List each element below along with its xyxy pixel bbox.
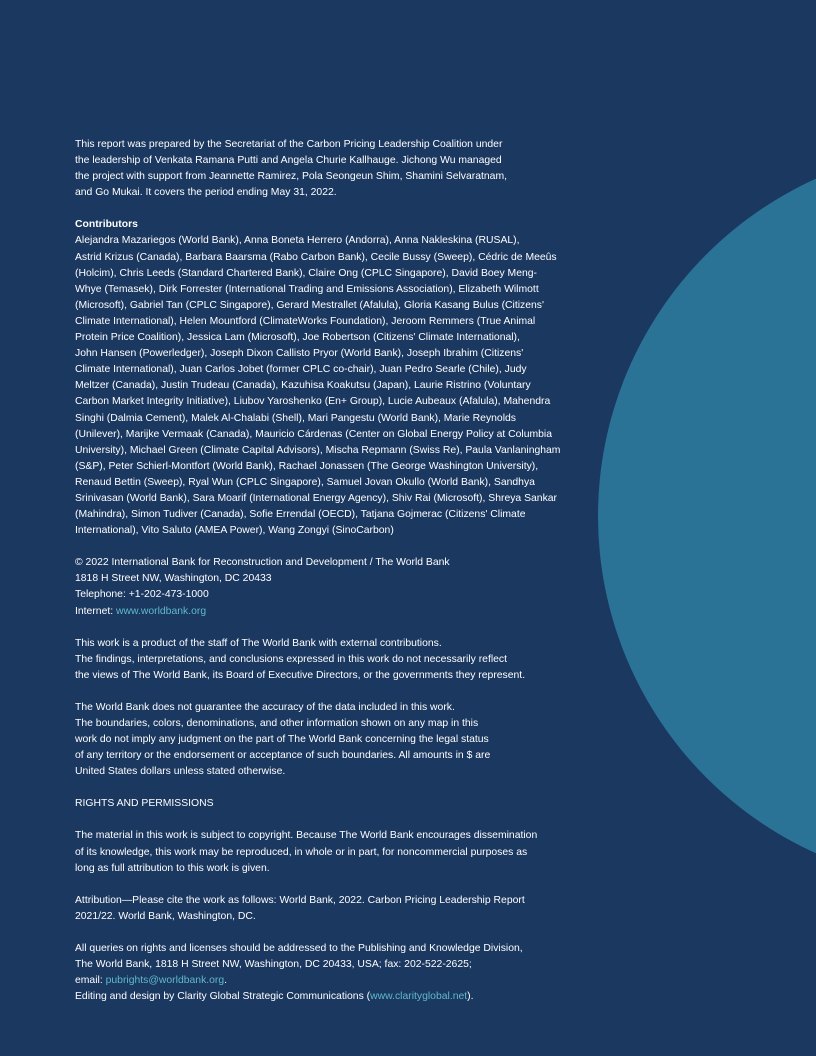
text-line: Whye (Temasek), Dirk Forrester (International Trading and Emissions Association), Elizabeth Wilmott <box>75 283 539 295</box>
text-line: Attribution—Please cite the work as follows: World Bank, 2022. Carbon Pricing Leadership Report <box>75 894 525 906</box>
text-line: and Go Mukai. It covers the period ending May 31, 2022. <box>75 187 337 199</box>
clarityglobal-link[interactable]: www.clarityglobal.net <box>370 991 468 1003</box>
text-line: Srinivasan (World Bank), Sara Moarif (International Energy Agency), Shiv Rai (Microsoft), Shreya Sankar <box>75 492 558 504</box>
text-line: (Unilever), Marijke Vermaak (Canada), Mauricio Cárdenas (Center on Global Energy Policy at Columbia <box>75 428 553 440</box>
text-line: The World Bank does not guarantee the accuracy of the data included in this work. <box>75 701 455 713</box>
queries-line: All queries on rights and licenses should be addressed to the Publishing and Knowledge Division, <box>75 942 523 954</box>
text-line: (S&P), Peter Schierl-Montfort (World Bank), Rachael Jonassen (The George Washington University), <box>75 460 539 472</box>
rights-text <box>75 828 587 876</box>
decorative-circle <box>598 146 816 886</box>
worldbank-link[interactable]: www.worldbank.org <box>116 605 207 617</box>
text-line: the views of The World Bank, its Board of Executive Directors, or the governments they represent. <box>75 669 526 681</box>
text-line: of its knowledge, this work may be reproduced, in whole or in part, for noncommercial purposes as <box>75 846 528 858</box>
contributors-heading: Contributors <box>75 219 138 231</box>
text-line: The boundaries, colors, denominations, and other information shown on any map in this <box>75 718 479 729</box>
pubrights-email-link[interactable]: pubrights@worldbank.org <box>105 975 225 987</box>
text-line: work do not imply any judgment on the part of The World Bank concerning the legal status <box>75 734 489 746</box>
contributors-list <box>75 233 587 539</box>
attribution-text <box>75 893 587 925</box>
text-line: the leadership of Venkata Ramana Putti and Angela Churie Kallhauge. Jichong Wu managed <box>75 155 502 167</box>
queries-address-line: The World Bank, 1818 H Street NW, Washington, DC 20433, USA; fax: 202-522-2625; <box>75 959 472 971</box>
text-line: Renaud Bettin (Sweep), Ryal Wun (CPLC Singapore), Samuel Jovan Okullo (World Bank), Sandhya <box>75 476 535 488</box>
text-line: (Microsoft), Gabriel Tan (CPLC Singapore), Gerard Mestrallet (Afalula), Gloria Kasang Bulus (Citizens' <box>75 299 544 311</box>
copyright-line: © 2022 International Bank for Reconstruction and Development / The World Bank <box>75 557 450 569</box>
text-line: of any territory or the endorsement or acceptance of such boundaries. All amounts in $ are <box>75 750 491 762</box>
text-line: Climate International), Helen Mountford (ClimateWorks Foundation), Jeroom Remmers (True Animal <box>75 315 536 327</box>
text-line: University), Michael Green (Climate Capital Advisors), Mischa Repmann (Swiss Re), Paula Vanlaningham <box>75 444 561 456</box>
text-line: long as full attribution to this work is given. <box>75 862 270 874</box>
text-line: International), Vito Saluto (AMEA Power), Wang Zongyi (SinoCarbon) <box>75 525 394 537</box>
text-line: John Hansen (Powerledger), Joseph Dixon Callisto Pryor (World Bank), Joseph Ibrahim (Citizens' <box>75 348 524 360</box>
text-line: Astrid Krizus (Canada), Barbara Baarsma (Rabo Carbon Bank), Cecile Bussy (Sweep), Cédric de Meeûs <box>75 251 557 263</box>
address-line: 1818 H Street NW, Washington, DC 20433 <box>75 573 272 585</box>
text-line: (Mahindra), Simon Tudiver (Canada), Sofie Errendal (OECD), Tatjana Gojmerac (Citizens' Climate <box>75 509 526 521</box>
email-line: email: pubrights@worldbank.org. <box>75 975 228 987</box>
text-line: Protein Price Coalition), Jessica Lam (Microsoft), Joe Robertson (Citizens' Climate International), <box>75 332 520 344</box>
telephone-line: Telephone: +1-202-473-1000 <box>75 589 209 601</box>
text-line: The material in this work is subject to copyright. Because The World Bank encourages dissemination <box>75 830 538 842</box>
text-line: 2021/22. World Bank, Washington, DC. <box>75 910 256 922</box>
internet-line: Internet: www.worldbank.org <box>75 605 207 617</box>
text-line: United States dollars unless stated otherwise. <box>75 766 286 778</box>
text-line: The findings, interpretations, and conclusions expressed in this work do not necessarily reflect <box>75 653 508 665</box>
intro-paragraph <box>75 137 587 201</box>
disclaimer-staff <box>75 636 587 684</box>
text-line: This work is a product of the staff of The World Bank with external contributions. <box>75 637 442 649</box>
rights-heading: RIGHTS AND PERMISSIONS <box>75 798 214 810</box>
text-line: (Holcim), Chris Leeds (Standard Chartered Bank), Claire Ong (CPLC Singapore), David Boey Meng- <box>75 267 537 279</box>
disclaimer-accuracy <box>75 700 587 780</box>
text-line: the project with support from Jeannette Ramirez, Pola Seongeun Shim, Shamini Selvaratnam, <box>75 171 508 183</box>
text-line: Climate International), Juan Carlos Jobet (former CPLC co-chair), Juan Pedro Searle (Chile), Judy <box>75 364 527 376</box>
text-line: This report was prepared by the Secretariat of the Carbon Pricing Leadership Coalition under <box>75 139 503 150</box>
text-line: Alejandra Mazariegos (World Bank), Anna Boneta Herrero (Andorra), Anna Nakleskina (RUSAL), <box>75 235 520 247</box>
colophon <box>75 137 587 1005</box>
text-line: Carbon Market Integrity Initiative), Liubov Yaroshenko (En+ Group), Lucie Aubeaux (Afalula), Mahendra <box>75 396 551 408</box>
text-line: Meltzer (Canada), Justin Trudeau (Canada), Kazuhisa Koakutsu (Japan), Laurie Ristrino (Voluntary <box>75 380 531 392</box>
editing-credit-line: Editing and design by Clarity Global Strategic Communications (www.clarityglobal.net). <box>75 991 474 1003</box>
queries-block <box>75 941 587 1005</box>
text-line: Singhi (Dalmia Cement), Malek Al-Chalabi (Shell), Mari Pangestu (World Bank), Marie Reynolds <box>75 412 516 424</box>
copyright-block <box>75 555 587 619</box>
